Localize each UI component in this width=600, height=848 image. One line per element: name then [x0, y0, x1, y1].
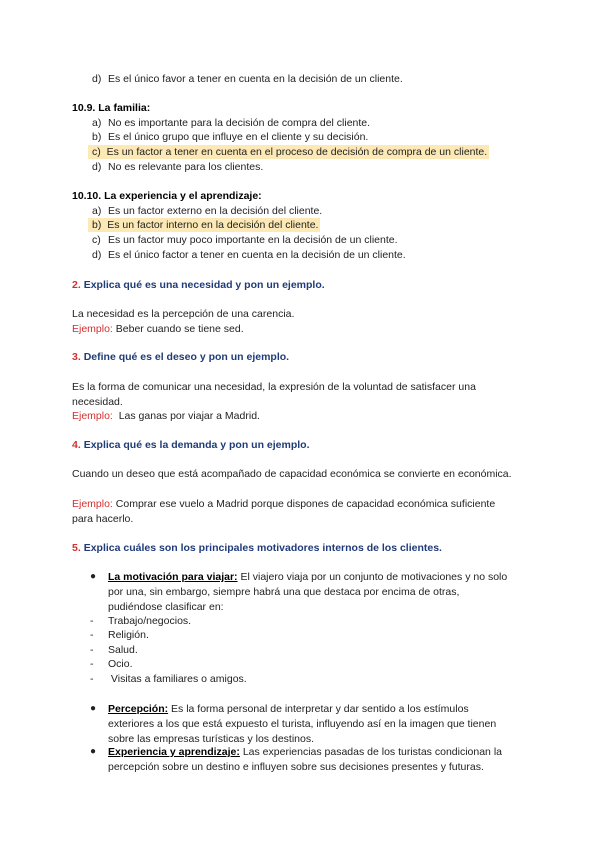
dash-icon: -: [90, 615, 94, 627]
option-text: Es el único factor a tener en cuenta en la decisión de un cliente.: [108, 249, 406, 261]
option-letter: b): [92, 219, 102, 231]
option-text: No es importante para la decisión de compra del cliente.: [108, 117, 371, 129]
example-label: Ejemplo:: [72, 410, 113, 422]
bullet-item: [108, 745, 508, 775]
section-number: 5.: [72, 542, 81, 554]
dash-icon: -: [90, 658, 94, 670]
bullet-text: Es la forma personal de interpretar y dar sentido a los estímulos exteriores a los que está expuesto el turista, influyendo así en la imagen que tienen sobre las empresas turísticas y los destinos.: [108, 703, 497, 745]
dash-icon: -: [90, 644, 94, 656]
example-line: [72, 322, 512, 337]
option-text: No es relevante para los clientes.: [108, 161, 264, 173]
option-text: Es un factor muy poco importante en la decisión de un cliente.: [108, 234, 398, 246]
section-heading-text: Explica cuáles son los principales motivadores internos de los clientes.: [83, 542, 442, 554]
section-heading: [72, 541, 442, 555]
option-text: Es el único favor a tener en cuenta en la decisión de un cliente.: [108, 73, 403, 85]
answer-paragraph: Cuando un deseo que está acompañado de capacidad económica se convierte en económica.: [72, 468, 512, 480]
dash-icon: -: [90, 673, 94, 685]
highlighted-answer: [88, 145, 489, 159]
example-label: Ejemplo:: [72, 498, 113, 510]
list-item: Visitas a familiares o amigos.: [108, 673, 247, 685]
section-heading-text: Explica qué es la demanda y pon un ejemplo.: [83, 439, 310, 451]
bullet-term: Percepción:: [108, 703, 169, 715]
option-letter: d): [92, 161, 102, 173]
list-item: Salud.: [108, 644, 138, 656]
option-text: Es un factor externo en la decisión del cliente.: [108, 205, 323, 217]
option-text: Es un factor interno en la decisión del cliente.: [107, 219, 319, 231]
dash-icon: -: [90, 629, 94, 641]
question-title: 10.10. La experiencia y el aprendizaje:: [72, 190, 262, 202]
option-text: Es el único grupo que influye en el cliente y su decisión.: [108, 131, 369, 143]
option-letter: d): [92, 73, 102, 85]
option-letter: a): [92, 117, 102, 129]
section-heading-text: Explica qué es una necesidad y pon un ejemplo.: [83, 279, 325, 291]
option-letter: b): [92, 131, 102, 143]
example-text: Comprar ese vuelo a Madrid porque dispones de capacidad económica suficiente para hacerlo.: [72, 498, 496, 525]
list-item: Religión.: [108, 629, 149, 641]
example-text: Beber cuando se tiene sed.: [115, 323, 244, 335]
example-line: [72, 409, 512, 424]
section-heading: [72, 438, 310, 452]
bullet-text: Las experiencias pasadas de los turistas condicionan la percepción sobre un destino e influyen sobre sus decisiones presentes y futuras.: [108, 746, 502, 773]
highlighted-answer: [88, 218, 320, 232]
bullet-icon: ●: [90, 703, 97, 714]
bullet-term: La motivación para viajar:: [108, 571, 238, 583]
example-line: [72, 497, 512, 527]
bullet-term: Experiencia y aprendizaje:: [108, 746, 240, 758]
bullet-icon: ●: [90, 746, 97, 757]
answer-paragraph: Es la forma de comunicar una necesidad, la expresión de la voluntad de satisfacer una necesidad.: [72, 381, 476, 408]
section-heading: [72, 278, 325, 292]
section-heading: [72, 350, 289, 364]
section-heading-text: Define qué es el deseo y pon un ejemplo.: [83, 351, 290, 363]
option-letter: c): [92, 146, 101, 158]
example-text: Las ganas por viajar a Madrid.: [118, 410, 260, 422]
list-item: Trabajo/negocios.: [108, 615, 192, 627]
option-text: Es un factor a tener en cuenta en el proceso de decisión de compra de un cliente.: [106, 146, 488, 158]
bullet-text: El viajero viaja por un conjunto de motivaciones y no solo por una, sin embargo, siempre habrá una que destaca por encima de otras, pudiéndose clasificar en:: [108, 571, 508, 613]
bullet-icon: ●: [90, 571, 97, 582]
bullet-item: [108, 702, 508, 747]
question-title: 10.9. La familia:: [72, 102, 151, 114]
example-label: Ejemplo:: [72, 323, 113, 335]
section-number: 4.: [72, 439, 81, 451]
option-letter: a): [92, 205, 102, 217]
section-number: 2.: [72, 279, 81, 291]
answer-paragraph: La necesidad es la percepción de una carencia.: [72, 308, 295, 320]
option-letter: c): [92, 234, 101, 246]
section-number: 3.: [72, 351, 81, 363]
option-letter: d): [92, 249, 102, 261]
bullet-item: [108, 570, 508, 615]
list-item: Ocio.: [108, 658, 133, 670]
